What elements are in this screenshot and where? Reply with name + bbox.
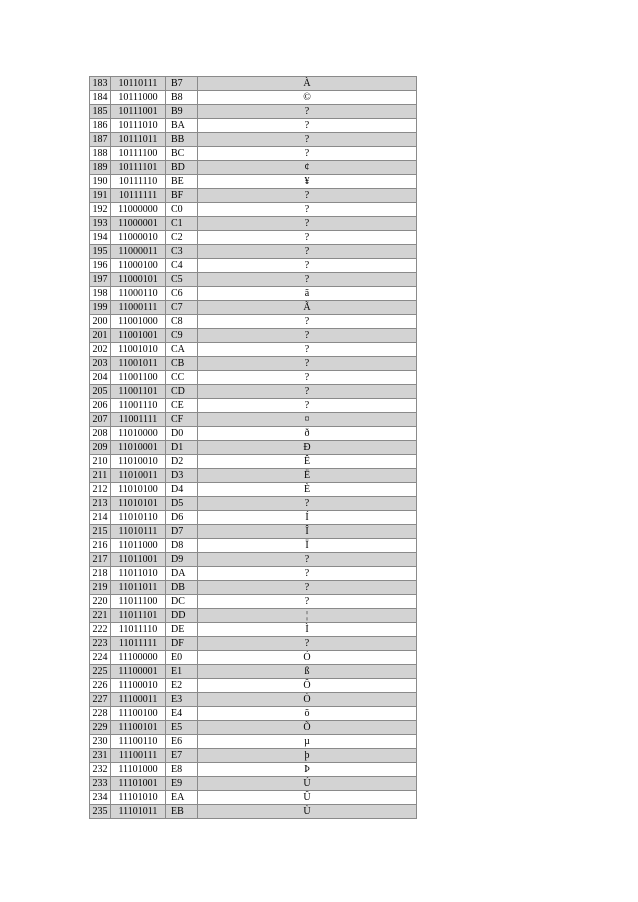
binary-cell: 11011101	[111, 609, 166, 623]
table-row	[90, 371, 417, 385]
decimal-cell: 207	[90, 413, 111, 427]
character-cell: ð	[198, 427, 417, 441]
decimal-cell: 216	[90, 539, 111, 553]
binary-cell: 11101011	[111, 805, 166, 819]
decimal-cell: 220	[90, 595, 111, 609]
decimal-cell: 196	[90, 259, 111, 273]
table-row	[90, 665, 417, 679]
decimal-cell: 228	[90, 707, 111, 721]
binary-cell: 11011011	[111, 581, 166, 595]
binary-cell: 11100110	[111, 735, 166, 749]
table-row	[90, 679, 417, 693]
hex-cell: D8	[166, 539, 198, 553]
binary-cell: 11100100	[111, 707, 166, 721]
binary-cell: 11001001	[111, 329, 166, 343]
binary-cell: 11100011	[111, 693, 166, 707]
character-cell: Þ	[198, 763, 417, 777]
character-cell: Ì	[198, 623, 417, 637]
decimal-cell: 191	[90, 189, 111, 203]
character-cell: Í	[198, 511, 417, 525]
binary-cell: 11100101	[111, 721, 166, 735]
table-row	[90, 777, 417, 791]
character-cell: ?	[198, 189, 417, 203]
character-cell: ?	[198, 581, 417, 595]
binary-cell: 11101010	[111, 791, 166, 805]
character-cell: ?	[198, 315, 417, 329]
character-cell: Ê	[198, 455, 417, 469]
character-cell: ?	[198, 259, 417, 273]
table-row	[90, 343, 417, 357]
decimal-cell: 192	[90, 203, 111, 217]
decimal-cell: 226	[90, 679, 111, 693]
character-cell: Ã	[198, 301, 417, 315]
binary-cell: 11000101	[111, 273, 166, 287]
table-row	[90, 567, 417, 581]
hex-cell: DC	[166, 595, 198, 609]
binary-cell: 11011001	[111, 553, 166, 567]
table-row	[90, 245, 417, 259]
decimal-cell: 206	[90, 399, 111, 413]
character-cell: ?	[198, 343, 417, 357]
binary-cell: 10111011	[111, 133, 166, 147]
hex-cell: CA	[166, 343, 198, 357]
binary-cell: 11000111	[111, 301, 166, 315]
character-cell: ?	[198, 133, 417, 147]
table-row	[90, 441, 417, 455]
decimal-cell: 214	[90, 511, 111, 525]
table-row	[90, 413, 417, 427]
table-row	[90, 805, 417, 819]
binary-cell: 11011110	[111, 623, 166, 637]
binary-cell: 11100000	[111, 651, 166, 665]
binary-cell: 11101000	[111, 763, 166, 777]
hex-cell: DB	[166, 581, 198, 595]
table-row	[90, 469, 417, 483]
character-cell: ¤	[198, 413, 417, 427]
character-cell: À	[198, 77, 417, 91]
table-row	[90, 511, 417, 525]
decimal-cell: 219	[90, 581, 111, 595]
character-cell: ?	[198, 231, 417, 245]
decimal-cell: 227	[90, 693, 111, 707]
table-row	[90, 427, 417, 441]
decimal-cell: 235	[90, 805, 111, 819]
table-row	[90, 581, 417, 595]
character-cell: Ð	[198, 441, 417, 455]
decimal-cell: 184	[90, 91, 111, 105]
decimal-cell: 198	[90, 287, 111, 301]
table-row	[90, 77, 417, 91]
binary-cell: 11100010	[111, 679, 166, 693]
decimal-cell: 195	[90, 245, 111, 259]
table-row	[90, 133, 417, 147]
decimal-cell: 202	[90, 343, 111, 357]
hex-cell: CB	[166, 357, 198, 371]
character-cell: È	[198, 483, 417, 497]
binary-cell: 11000110	[111, 287, 166, 301]
binary-cell: 10111010	[111, 119, 166, 133]
table-row	[90, 651, 417, 665]
hex-cell: D5	[166, 497, 198, 511]
table-row	[90, 693, 417, 707]
decimal-cell: 205	[90, 385, 111, 399]
hex-cell: CC	[166, 371, 198, 385]
table-body	[90, 77, 417, 819]
binary-cell: 11100111	[111, 749, 166, 763]
decimal-cell: 193	[90, 217, 111, 231]
table-row	[90, 315, 417, 329]
binary-cell: 10111100	[111, 147, 166, 161]
hex-cell: C7	[166, 301, 198, 315]
binary-cell: 11001000	[111, 315, 166, 329]
table-row	[90, 553, 417, 567]
table-row	[90, 175, 417, 189]
binary-cell: 11001101	[111, 385, 166, 399]
binary-cell: 11011000	[111, 539, 166, 553]
decimal-cell: 199	[90, 301, 111, 315]
hex-cell: C2	[166, 231, 198, 245]
table-row	[90, 735, 417, 749]
character-cell: Ù	[198, 805, 417, 819]
table-row	[90, 749, 417, 763]
hex-cell: E6	[166, 735, 198, 749]
table-row	[90, 525, 417, 539]
decimal-cell: 230	[90, 735, 111, 749]
binary-cell: 11001110	[111, 399, 166, 413]
hex-cell: DA	[166, 567, 198, 581]
decimal-cell: 223	[90, 637, 111, 651]
character-cell: Õ	[198, 721, 417, 735]
hex-cell: BD	[166, 161, 198, 175]
binary-cell: 11010111	[111, 525, 166, 539]
binary-cell: 11010100	[111, 483, 166, 497]
character-cell: ?	[198, 497, 417, 511]
binary-cell: 11011010	[111, 567, 166, 581]
hex-cell: E8	[166, 763, 198, 777]
table-row	[90, 721, 417, 735]
table-row	[90, 455, 417, 469]
binary-cell: 10110111	[111, 77, 166, 91]
hex-cell: EA	[166, 791, 198, 805]
hex-cell: DE	[166, 623, 198, 637]
hex-cell: D6	[166, 511, 198, 525]
decimal-cell: 225	[90, 665, 111, 679]
hex-cell: DF	[166, 637, 198, 651]
character-cell: ?	[198, 399, 417, 413]
hex-cell: BA	[166, 119, 198, 133]
binary-cell: 10111110	[111, 175, 166, 189]
character-cell: ã	[198, 287, 417, 301]
hex-cell: D3	[166, 469, 198, 483]
character-cell: Ë	[198, 469, 417, 483]
decimal-cell: 194	[90, 231, 111, 245]
decimal-cell: 188	[90, 147, 111, 161]
hex-cell: EB	[166, 805, 198, 819]
decimal-cell: 200	[90, 315, 111, 329]
character-cell: ©	[198, 91, 417, 105]
hex-cell: D2	[166, 455, 198, 469]
binary-cell: 11010011	[111, 469, 166, 483]
hex-cell: C6	[166, 287, 198, 301]
table-row	[90, 623, 417, 637]
binary-cell: 11010101	[111, 497, 166, 511]
decimal-cell: 212	[90, 483, 111, 497]
table-row	[90, 357, 417, 371]
hex-cell: C9	[166, 329, 198, 343]
character-cell: Ï	[198, 539, 417, 553]
hex-cell: D7	[166, 525, 198, 539]
hex-cell: BE	[166, 175, 198, 189]
table-row	[90, 399, 417, 413]
character-cell: ?	[198, 357, 417, 371]
decimal-cell: 209	[90, 441, 111, 455]
decimal-cell: 211	[90, 469, 111, 483]
hex-cell: D9	[166, 553, 198, 567]
binary-cell: 11101001	[111, 777, 166, 791]
decimal-cell: 183	[90, 77, 111, 91]
binary-cell: 11000011	[111, 245, 166, 259]
decimal-cell: 221	[90, 609, 111, 623]
hex-cell: BB	[166, 133, 198, 147]
table-row	[90, 301, 417, 315]
table-row	[90, 287, 417, 301]
hex-cell: C3	[166, 245, 198, 259]
table-row	[90, 105, 417, 119]
character-cell: ?	[198, 245, 417, 259]
decimal-cell: 190	[90, 175, 111, 189]
character-cell: ¥	[198, 175, 417, 189]
table-row	[90, 259, 417, 273]
binary-cell: 11010001	[111, 441, 166, 455]
character-cell: ?	[198, 329, 417, 343]
hex-cell: B8	[166, 91, 198, 105]
hex-cell: E7	[166, 749, 198, 763]
decimal-cell: 203	[90, 357, 111, 371]
binary-cell: 11100001	[111, 665, 166, 679]
table-row	[90, 273, 417, 287]
decimal-cell: 222	[90, 623, 111, 637]
character-cell: Ú	[198, 777, 417, 791]
table-row	[90, 385, 417, 399]
character-cell: Ô	[198, 679, 417, 693]
character-cell: Ó	[198, 651, 417, 665]
character-cell: ?	[198, 119, 417, 133]
table-row	[90, 189, 417, 203]
hex-cell: CF	[166, 413, 198, 427]
binary-cell: 11001010	[111, 343, 166, 357]
decimal-cell: 232	[90, 763, 111, 777]
table-row	[90, 595, 417, 609]
table-row	[90, 763, 417, 777]
binary-cell: 11001111	[111, 413, 166, 427]
table-row	[90, 707, 417, 721]
binary-cell: 11000001	[111, 217, 166, 231]
table-row	[90, 203, 417, 217]
hex-cell: DD	[166, 609, 198, 623]
binary-cell: 11011100	[111, 595, 166, 609]
character-cell: ?	[198, 567, 417, 581]
table-row	[90, 119, 417, 133]
decimal-cell: 229	[90, 721, 111, 735]
character-cell: þ	[198, 749, 417, 763]
hex-cell: CE	[166, 399, 198, 413]
decimal-cell: 210	[90, 455, 111, 469]
table-row	[90, 231, 417, 245]
character-cell: ?	[198, 637, 417, 651]
table-row	[90, 609, 417, 623]
character-cell: ?	[198, 385, 417, 399]
binary-cell: 11010000	[111, 427, 166, 441]
character-cell: ?	[198, 595, 417, 609]
hex-cell: E2	[166, 679, 198, 693]
character-cell: ¦	[198, 609, 417, 623]
decimal-cell: 234	[90, 791, 111, 805]
hex-cell: BF	[166, 189, 198, 203]
binary-cell: 11011111	[111, 637, 166, 651]
character-cell: µ	[198, 735, 417, 749]
hex-cell: CD	[166, 385, 198, 399]
binary-cell: 11000010	[111, 231, 166, 245]
decimal-cell: 204	[90, 371, 111, 385]
character-cell: ?	[198, 553, 417, 567]
hex-cell: C0	[166, 203, 198, 217]
hex-cell: D1	[166, 441, 198, 455]
table-row	[90, 91, 417, 105]
decimal-cell: 186	[90, 119, 111, 133]
decimal-cell: 224	[90, 651, 111, 665]
character-cell: õ	[198, 707, 417, 721]
table-row	[90, 217, 417, 231]
table-row	[90, 497, 417, 511]
character-cell: Ò	[198, 693, 417, 707]
decimal-cell: 218	[90, 567, 111, 581]
character-cell: ?	[198, 147, 417, 161]
character-cell: ?	[198, 105, 417, 119]
binary-cell: 11001100	[111, 371, 166, 385]
decimal-cell: 187	[90, 133, 111, 147]
decimal-cell: 213	[90, 497, 111, 511]
table-row	[90, 329, 417, 343]
table-row	[90, 161, 417, 175]
hex-cell: E3	[166, 693, 198, 707]
table-row	[90, 637, 417, 651]
hex-cell: BC	[166, 147, 198, 161]
hex-cell: E1	[166, 665, 198, 679]
table-row	[90, 147, 417, 161]
hex-cell: C5	[166, 273, 198, 287]
binary-cell: 11000100	[111, 259, 166, 273]
character-cell: ¢	[198, 161, 417, 175]
decimal-cell: 201	[90, 329, 111, 343]
hex-cell: C4	[166, 259, 198, 273]
ascii-code-table	[89, 76, 417, 819]
binary-cell: 10111101	[111, 161, 166, 175]
hex-cell: E0	[166, 651, 198, 665]
table-row	[90, 539, 417, 553]
character-cell: ß	[198, 665, 417, 679]
hex-cell: C8	[166, 315, 198, 329]
binary-cell: 10111000	[111, 91, 166, 105]
character-cell: ?	[198, 273, 417, 287]
hex-cell: E4	[166, 707, 198, 721]
binary-cell: 10111111	[111, 189, 166, 203]
hex-cell: B7	[166, 77, 198, 91]
character-cell: Û	[198, 791, 417, 805]
binary-cell: 11010010	[111, 455, 166, 469]
hex-cell: C1	[166, 217, 198, 231]
table-row	[90, 791, 417, 805]
hex-cell: E9	[166, 777, 198, 791]
decimal-cell: 231	[90, 749, 111, 763]
character-cell: ?	[198, 371, 417, 385]
decimal-cell: 189	[90, 161, 111, 175]
decimal-cell: 197	[90, 273, 111, 287]
table-row	[90, 483, 417, 497]
character-cell: ?	[198, 217, 417, 231]
decimal-cell: 185	[90, 105, 111, 119]
hex-cell: D4	[166, 483, 198, 497]
hex-cell: E5	[166, 721, 198, 735]
binary-cell: 10111001	[111, 105, 166, 119]
character-cell: Î	[198, 525, 417, 539]
binary-cell: 11010110	[111, 511, 166, 525]
decimal-cell: 217	[90, 553, 111, 567]
decimal-cell: 215	[90, 525, 111, 539]
binary-cell: 11000000	[111, 203, 166, 217]
hex-cell: D0	[166, 427, 198, 441]
hex-cell: B9	[166, 105, 198, 119]
character-cell: ?	[198, 203, 417, 217]
decimal-cell: 208	[90, 427, 111, 441]
binary-cell: 11001011	[111, 357, 166, 371]
decimal-cell: 233	[90, 777, 111, 791]
